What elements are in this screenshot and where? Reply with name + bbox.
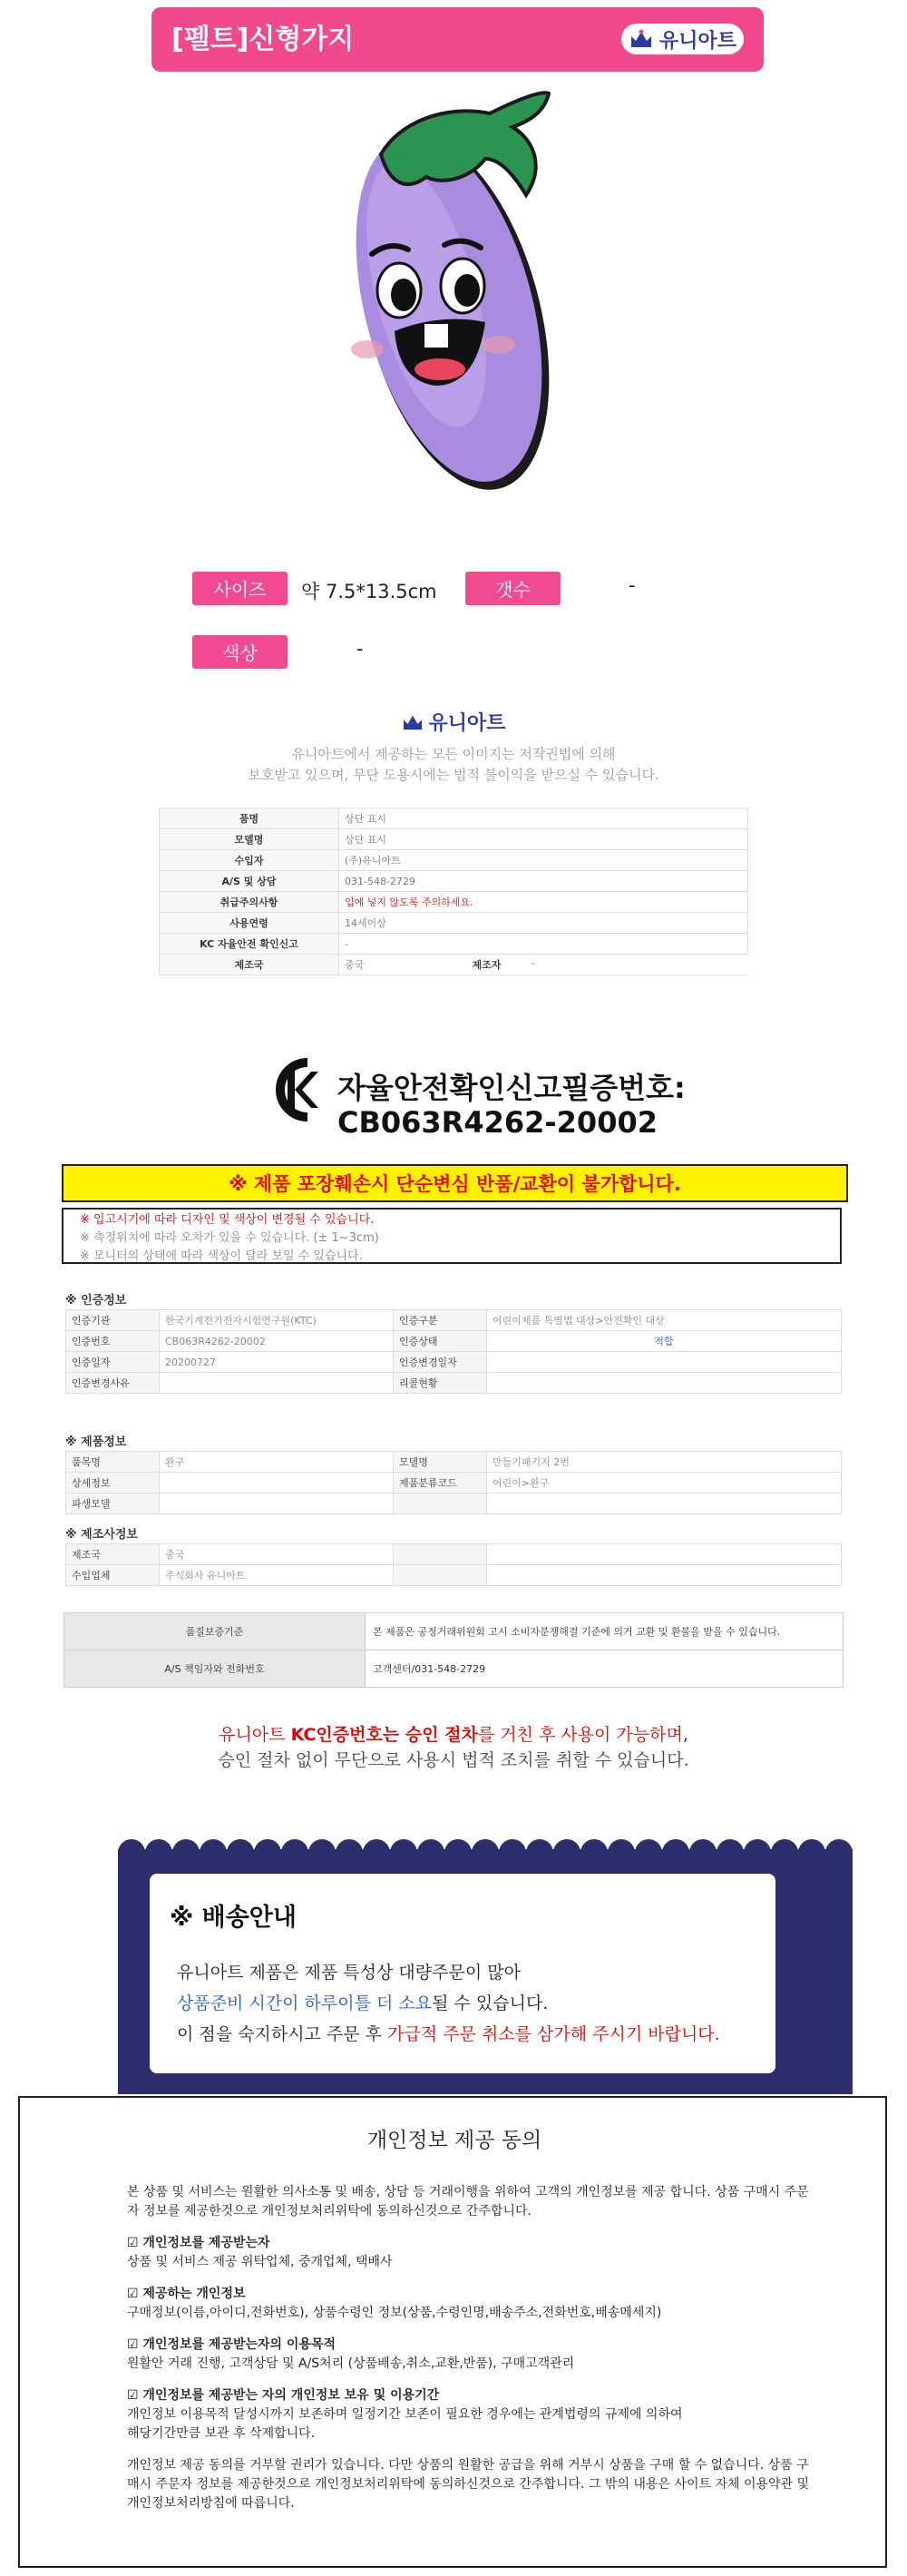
cell-label: 인증기관 [66, 1310, 160, 1331]
cell-label: 인증상태 [394, 1331, 487, 1352]
kc-certificate [337, 1071, 686, 1140]
cell-value [487, 1352, 842, 1373]
info-label: 모델명 [160, 829, 339, 850]
table-row [64, 1613, 844, 1650]
table-row [64, 1650, 844, 1688]
copyright-brand: 유니아트 [428, 712, 506, 735]
privacy-body: 본 상품 및 서비스는 원활한 의사소통 및 배송, 상담 등 거래이행을 위하여 고객의 개인정보를 제공 합니다. 상품 구매시 주문자 정보를 제공한것으로 개인정보처리위탁에 동의하신것으로 간주합니다. ☑ 개인정보를 제공받는자 상품 및 서비스 제공 위탁업체, 중개업체, 택배사 ☑ 제공하는 개인정보 구매정보(이름,아이디,전화번호), 상품수령인 정보(상품,수령인명,배송주소,전화번호,배송메세지) ☑ 개인정보를 제공받는자의 이용목적 원활안 거래 진행, 고객상담 및 A/S처리 (상품배송,취소,교환,반품), 구매고객관리 ☑ 개인정보를 제공받는 자의 개인정보 보유 및 이용기간 개인정보 이용목적 달성시까지 보존하며 일정기간 보존이 필요한 경우에는 관계법령의 규제에 의하여 해당기간만큼 보관 후 삭제합니다. 개인정보 제공 동의를 거부할 권리가 있습니다. 다만 상품의 원활한 공급을 위해 거부시 상품을 구매 할 수 없습니다. 상품 구매시 주문자 정보를 제공한것으로 개인정보처리위탁에 동의하신것으로 간주합니다. 그 밖의 내용은 사이트 자체 이용약관 및 개인정보처리방침에 따릅니다. [127, 2183, 816, 2526]
brand-name: 유니아트 [658, 29, 736, 53]
cell-value: 만들기패키지 2번 [487, 1452, 842, 1473]
maker-section-title: ※ 제조사정보 [65, 1528, 138, 1542]
maker-table [65, 1543, 842, 1586]
table-row [160, 892, 748, 913]
quality-table [63, 1612, 844, 1688]
privacy-intro: 본 상품 및 서비스는 원활한 의사소통 및 배송, 상담 등 거래이행을 위하여 고객의 개인정보를 제공 합니다. 상품 구매시 주문자 정보를 제공한것으로 개인정보처리위탁에 동의하신것으로 간주합니다. [127, 2185, 809, 2218]
info-label: 품명 [160, 808, 339, 829]
copyright-line-1: 유니아트에서 제공하는 모든 이미지는 저작권법에 의해 [291, 746, 616, 762]
privacy-box [18, 2096, 887, 2568]
info-label: 제조국 [160, 955, 339, 975]
cell-value: 주식회사 유니아트 [160, 1565, 394, 1586]
color-label: 색상 [192, 635, 288, 669]
cell-value: 20200727 [160, 1352, 394, 1373]
table-row [160, 808, 748, 829]
table-row [66, 1565, 842, 1586]
cell-label: 수입업체 [66, 1565, 160, 1586]
cell-label: 인증구분 [394, 1310, 487, 1331]
kc-line-1: 자율안전확인신고필증번호: [337, 1071, 686, 1105]
cell-label: 인증변경사유 [66, 1373, 160, 1394]
table-row [160, 955, 748, 975]
table-row [66, 1452, 842, 1473]
table-row [160, 913, 748, 934]
info-value: - [531, 957, 535, 969]
cell-value: 적합 [487, 1331, 842, 1352]
cell-value [160, 1373, 394, 1394]
info-label: 취급주의사항 [160, 892, 339, 913]
info-label: 수입자 [160, 850, 339, 871]
cell-value [160, 1473, 394, 1494]
cell-value [487, 1494, 842, 1514]
cell-label: 리콜현황 [394, 1373, 487, 1394]
size-label: 사이즈 [192, 572, 288, 605]
cell-label: 제품분류코드 [394, 1473, 487, 1494]
cell-value: CB063R4262-20002 [160, 1331, 394, 1352]
notes-box [62, 1208, 842, 1264]
count-label: 갯수 [465, 572, 561, 605]
table-row [66, 1352, 842, 1373]
info-value: (주)유니아트 [339, 850, 748, 871]
kc-notice-highlight: KC인증번호는 승인 절차 [290, 1725, 478, 1745]
table-row [66, 1331, 842, 1352]
title-bar [151, 7, 764, 72]
note-item: ※ 측정위치에 따라 오차가 있을 수 있습니다. (± 1~3cm) [80, 1231, 379, 1245]
prod-section-title: ※ 제품정보 [65, 1435, 127, 1449]
color-value: - [356, 638, 364, 660]
table-row [66, 1373, 842, 1394]
product-info-table [159, 808, 748, 975]
kc-notice-line-1: 유니아트 KC인증번호는 승인 절차를 거친 후 사용이 가능하며, [219, 1725, 688, 1745]
cell-label [394, 1494, 487, 1514]
cell-label: 상세정보 [66, 1473, 160, 1494]
crown-icon [401, 713, 424, 731]
size-value: 약 7.5*13.5cm [301, 581, 437, 602]
cell-label: 인증변경일자 [394, 1352, 487, 1373]
info-value: 상단 표시 [339, 829, 748, 850]
quality-label: A/S 책임자와 전화번호 [64, 1650, 366, 1688]
delivery-highlight-red: 가급적 주문 취소를 삼가해 주시기 바랍니다. [387, 2024, 720, 2044]
product-title: [펠트]신형가지 [171, 24, 355, 55]
crown-icon [629, 29, 654, 49]
cell-value [487, 1565, 842, 1586]
cell-label [394, 1565, 487, 1586]
cell-label: 제조국 [66, 1544, 160, 1565]
table-row [160, 829, 748, 850]
delivery-title: ※ 배송안내 [170, 1904, 297, 1932]
info-label: A/S 및 상담 [160, 871, 339, 892]
privacy-title: 개인정보 제공 동의 [366, 2129, 542, 2152]
cell-value: 중국 [160, 1544, 394, 1565]
copyright-line-2: 보호받고 있으며, 무단 도용시에는 법적 불이익을 받으실 수 있습니다. [248, 767, 659, 783]
quality-label: 품질보증기준 [64, 1613, 366, 1650]
info-value: 031-548-2729 [339, 871, 748, 892]
cell-value [487, 1544, 842, 1565]
quality-value: 고객센터/031-548-2729 [366, 1650, 844, 1688]
table-row [66, 1544, 842, 1565]
cell-value [160, 1494, 394, 1514]
cell-label: 인증일자 [66, 1352, 160, 1373]
info-value: 상단 표시 [339, 808, 748, 829]
cell-label: 모델명 [394, 1452, 487, 1473]
quality-value: 본 제품은 공정거래위원회 고시 소비자분쟁해결 기준에 의거 교환 및 환불을 받을 수 있습니다. [366, 1613, 844, 1650]
delivery-highlight-blue: 상품준비 시간이 하루이틀 더 소요 [177, 1993, 433, 2013]
brand-logo [621, 24, 744, 54]
prod-table [65, 1451, 842, 1514]
info-value: - [339, 934, 748, 955]
count-value: - [629, 574, 636, 596]
return-warning: ※ 제품 포장훼손시 단순변심 반품/교환이 불가합니다. [62, 1164, 848, 1202]
table-row [66, 1310, 842, 1331]
cert-section-title: ※ 인증정보 [65, 1294, 127, 1308]
kc-mark-icon [275, 1057, 336, 1122]
note-item: ※ 모니터의 상태에 따라 색상이 달라 보일 수 있습니다. [80, 1249, 363, 1263]
info-value: 입에 넣지 않도록 주의하세요. [339, 892, 748, 913]
info-value: 중국 [345, 959, 365, 971]
cell-label [394, 1544, 487, 1565]
cert-table [65, 1309, 842, 1394]
kc-line-2: CB063R4262-20002 [337, 1105, 658, 1140]
cell-label: 파생모델 [66, 1494, 160, 1514]
table-row [160, 850, 748, 871]
kc-notice-line-2: 승인 절차 없이 무단으로 사용시 법적 조치를 취할 수 있습니다. [218, 1750, 689, 1770]
note-item: ※ 입고시기에 따라 디자인 및 색상이 변경될 수 있습니다. [80, 1213, 375, 1227]
copyright-logo [0, 708, 907, 736]
privacy-closing: 개인정보 제공 동의를 거부할 권리가 있습니다. 다만 상품의 원활한 공급을 위해 거부시 상품을 구매 할 수 없습니다. 상품 구매시 주문자 정보를 제공한것으로 개인정보처리위탁에 동의하신것으로 간주합니다. 그 밖의 내용은 사이트 자체 이용약관 및 개인정보처리방침에 따릅니다. [127, 2458, 810, 2511]
table-row [160, 871, 748, 892]
cell-value: 완구 [160, 1452, 394, 1473]
delivery-card [150, 1874, 775, 2073]
table-row [160, 934, 748, 955]
cell-label: 품목명 [66, 1452, 160, 1473]
info-label: 제조자 [472, 959, 502, 971]
info-label: KC 자율안전 확인신고 [160, 934, 339, 955]
cell-value [487, 1373, 842, 1394]
info-label: 사용연령 [160, 913, 339, 934]
eggplant-felt-image [317, 86, 590, 513]
cell-value: 어린이>완구 [487, 1473, 842, 1494]
cell-label: 인증번호 [66, 1331, 160, 1352]
cell-value: 한국기계전기전자시험연구원(KTC) [160, 1310, 394, 1331]
cell-value: 어린이제품 특별법 대상>안전확인 대상 [487, 1310, 842, 1331]
delivery-body: 유니아트 제품은 제품 특성상 대량주문이 많아 상품준비 시간이 하루이틀 더 소요될 수 있습니다. 이 점을 숙지하시고 주문 후 가급적 주문 취소를 삼가해 주시기 바랍니다. [177, 1963, 720, 2044]
table-row [66, 1494, 842, 1514]
table-row [66, 1473, 842, 1494]
info-value: 14세이상 [339, 913, 748, 934]
